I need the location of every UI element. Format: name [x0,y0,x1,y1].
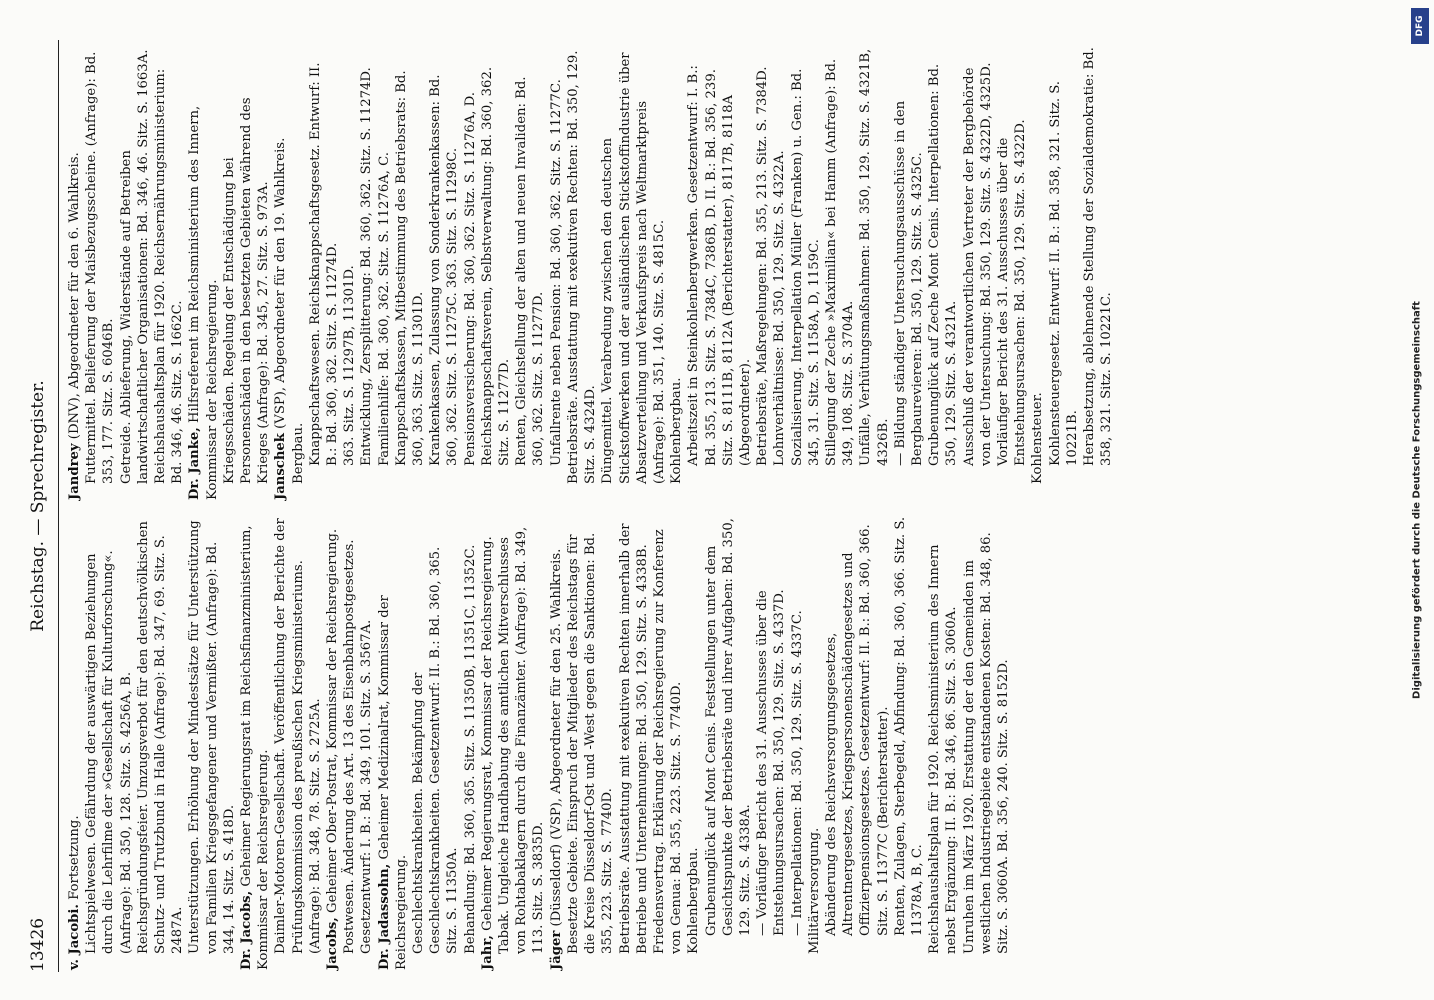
subtopic-line: Renten, Zulagen, Sterbegeld, Abfindung: Bd. 360, 366. Sitz. S. 11378A, B, C. [892,516,925,936]
subject-line: Futtermittel. Belieferung der Maisbezugsscheine. (Anfrage): Bd. 353, 177. Sitz. S. 6046B. [84,51,117,484]
side-credit-text: Digitalisierung gefördert durch die Deutsche Forschungsgemeinschaft [1411,301,1423,699]
register-entry [238,515,272,970]
subtopic-line: Herabsetzung, ablehnende Stellung der Sozialdemokratie: Bd. 358, 321. Sitz. S. 10221C. [1081,47,1115,466]
subject-line: Unterstützungen. Erhöhung der Mindestsätze für Unterstützung von Familien Kriegsgefangener und Vermißter. (Anfrage): Bd. 344, 14. Sitz. S. 418D. [187,520,237,954]
entry-description: (Düsseldorf) (VSP), Abgeordneter für den 25. Wahlkreis. [548,548,564,931]
subject-line: Lichtspielwesen. Gefährdung der auswärtigen Beziehungen durch die Lehrfilme der »Gesellschaft für Kulturforschung«. (Anfrage): Bd. 350, 128. Sitz. S. 4256A, B. [84,550,134,954]
subject-line: Kohlenbergbau. [669,377,685,484]
register-entry [66,45,83,500]
subject-line: Postwesen. Änderung des Art. 13 des Eisenbahnpostgesetzes. Gesetzentwurf: I. B.: Bd. 349, 101. Sitz. S. 3567A. [342,539,375,954]
entry-description: (DNV), Abgeordneter für den 6. Wahlkreis. [67,152,82,444]
subtopic-line: — Interpellationen: Bd. 350, 129. Sitz. S. 4337C. [789,610,805,936]
subtopic-line: 363. Sitz. S. 11297B, 11301D. [342,265,358,466]
entry-description: Hilfsreferent im Reichsministerium des Innern, Kommissar der Reichsregierung. [187,105,220,500]
subject-line: Kohlensteuer. [1030,392,1046,484]
entry-name: Jandrey [67,443,82,500]
subtopic-line: Grubenunglück auf Zeche Mont Cenis. Interpellationen: Bd. 350, 129. Sitz. S. 4321A. [927,63,960,466]
register-entry [66,515,83,970]
subtopic-line: Vorläufiger Bericht des 31. Ausschusses über die Entstehungsursachen: Bd. 350, 129. Sitz. S. 4322D. [995,119,1029,466]
subject-line: Betriebsräte. Ausstattung mit exekutiven Rechten innerhalb der Betriebe und Unternehmungen: Bd. 350, 129. Sitz. S. 4338B. [617,523,650,954]
subtopic-line: Pensionsversicherung: Bd. 360, 362. Sitz. S. 11276A, D. Reichsknappschaftsverein, Selbstverwaltung: Bd. 360, 362. Sitz. S. 11277D. [462,66,513,466]
dfg-logo-text: DFG [1415,15,1425,37]
subject-line: Reichsgründungsfeier. Umzugsverbot für den deutschvölkischen Schutz- und Trutzbund in Halle (Anfrage): Bd. 347, 69. Sitz. S. 2487A. [135,521,186,954]
subject-line: Behandlung: Bd. 360, 365. Sitz. S. 11350B, 11351C, 11352C. [462,544,478,954]
subtopic-line: Knappschaftskassen, Mitbestimmung des Betriebsrats: Bd. 360, 363. Sitz. S. 11301D. [393,70,427,466]
subject-line: Kohlenbergbau. [686,847,702,954]
register-entry [376,515,410,970]
subtopic-line: Unfallrente neben Pension: Bd. 360, 362. Sitz. S. 11277C. [548,79,564,466]
register-entry [479,515,496,970]
subject-line: Kriegsschäden. Regelung der Entschädigung bei Personenschäden in den besetzten Gebieten während des Krieges (Anfrage): Bd. 345, 27. Sitz. S. 973A. [221,97,272,484]
subject-line: Besetzte Gebiete. Einspruch der Mitglieder des Reichstags für die Kreise Düsseldorf-Ost und -West gegen die Sanktionen: Bd. 355, 223. Sitz. S. 7740D. [565,532,616,954]
page-header [26,40,52,972]
entry-description: Geheimer Regierungsrat, Kommissar der Reichsregierung. [479,536,495,936]
entry-description: Fortsetzung. [67,815,82,905]
subject-line: Düngemittel. Verabredung zwischen den deutschen Stickstoffwerken und der ausländischen Stickstoffindustrie über Absatzverteilung und Verkaufspreis nach Weltmarktpreis (Anfrage): Bd. 351, 140. Sitz. S. 4815C. [600,52,667,484]
right-column [66,45,1115,500]
register-entry [548,515,565,970]
side-credit [1404,0,1430,1000]
subject-line: Geschlechtskrankheiten. Bekämpfung der Geschlechtskrankheiten. Gesetzentwurf: II. B.: Bd. 360, 365. Sitz. S. 11350A. [411,546,461,954]
header-rule [58,40,59,972]
subject-line: Getreide. Ablieferung, Widerstände auf Betreiben landwirtschaftlicher Organisationen: Bd. 346, 46. Sitz. S. 1663A. [118,49,151,484]
subtopic-line: Krankenkassen, Zulassung von Sonderkrankenkassen: Bd. 360, 362. Sitz. S. 11275C. 363. Sitz. S. 11298C. [428,74,461,466]
entry-description: Geheimer Ober-Postrat, Kommissar der Reichsregierung. [325,528,341,918]
entry-name: Janschek [273,433,289,500]
dfg-logo [1411,8,1429,44]
register-entry [272,45,289,500]
page-number: 13426 [28,917,48,972]
subtopic-line: Unfälle, Verhütungsmaßnahmen: Bd. 350, 129. Sitz. S. 4321B, 4326B. [858,48,891,466]
subtopic-line: Entwicklung, Zersplitterung: Bd. 360, 362. Sitz. S. 11274D. [359,67,375,466]
subject-line: Tabak. Ungleiche Handhabung des amtlichen Mitverschlusses von Rohtabaklagern durch die Finanzämter. (Anfrage): Bd. 349, 113. Sitz. S. 3835D. [497,526,547,954]
register-entry [324,515,341,970]
entry-description: (VSP), Abgeordneter für den 19. Wahlkreis. [273,137,289,434]
entry-name: v. Jacobi. [67,904,82,970]
subtopic-line: — Bildung ständiger Untersuchungsausschüsse in den Bergbaurevieren: Bd. 350, 129. Sitz. S. 4325C. [892,100,925,466]
entry-name: Dr. Janke, [187,427,203,500]
subject-line: Betriebsräte. Ausstattung mit exekutiven Rechten: Bd. 350, 129. Sitz. S. 4324D. [565,50,599,484]
subtopic-line: — Vorläufiger Bericht des 31. Ausschusses über die Entstehungsursachen: Bd. 350, 129. Sitz. S. 4337D. [755,589,788,936]
subject-line: Reichshaushaltsplan für 1920. Reichsministerium des Innern nebst Ergänzung: II. B.: Bd. 346, 86. Sitz. S. 3060A. [927,544,960,954]
entry-description: Geheimer Medizinalrat, Kommissar der Reichsregierung. [376,595,409,970]
register-entry [186,45,220,500]
subtopic-line: Kohlensteuergesetz. Entwurf: II. B.: Bd. 358, 321. Sitz. S. 10221B. [1047,81,1080,466]
entry-name: Jacobs, [325,917,341,970]
subtopic-line: Abänderung des Reichsversorgungsgesetzes, Altrentnergesetzes, Kriegspersonenschädengesetzes und Offizierpensionsgesetzes. Gesetzentwurf: II. B.: Bd. 360, 366. Sitz. S. 11377C (Berichterstatter). [823,524,891,936]
entry-name: Dr. Jadassohn, [376,863,392,970]
entry-name: Jäger [548,930,564,970]
subtopic-line: Arbeitszeit in Steinkohlenbergwerken. Gesetzentwurf: I. B.: Bd. 355, 213. Sitz. S. 7384C, 7386B, D. II. B.: Bd. 356, 239. Sitz. S. 8111B, 8112A (Berichterstatter), 8117B, 8118A (Abgeordneter). [686,65,753,466]
subtopic-line: Sozialisierung. Interpellation Müller (Franken) u. Gen.: Bd. 345, 31. Sitz. S. 1158A, D, 1159C. [789,68,822,466]
subtopic-line: Stillegung der Zeche »Maximilian« bei Hamm (Anfrage): Bd. 349, 108. Sitz. S. 3704A. [823,58,857,466]
subject-line: Friedensvertrag. Erklärung der Reichsregierung zur Konferenz von Genua: Bd. 355, 223. Sitz. S. 7740D. [651,529,685,954]
subtopic-line: Familienhilfe: Bd. 360, 362. Sitz. S. 11276A, C. [376,152,392,466]
entry-name: Dr. Jacobs, [239,890,255,970]
subtopic-line: Grubenunglück auf Mont Cenis. Feststellungen unter dem Gesichtspunkte der Betriebsräte und ihrer Aufgaben: Bd. 350, 129. Sitz. S. 4338A. [703,518,753,936]
subtopic-line: Knappschaftswesen. Reichsknappschaftsgesetz. Entwurf: II. B.: Bd. 360, 362. Sitz. S. 11274D. [307,62,341,466]
subtopic-line: Lohnverhältnisse: Bd. 350, 129. Sitz. S. 4322A. [772,150,788,466]
subject-line: Reichshaushaltsplan für 1920. Reichsernährungsministerium: Bd. 346, 46. Sitz. S. 1662C. [153,68,186,484]
subject-line: Unruhen im März 1920. Erstattung der den Gemeinden im westlichen Industriegebiete entstandenen Kosten: Bd. 348, 86. Sitz. S. 3060A. Bd. 356, 240. Sitz. S. 8152D. [961,532,1011,954]
header-title: Reichstag. — Sprechregister. [28,380,48,632]
subtopic-line: Renten, Gleichstellung der alten und neuen Invaliden: Bd. 360, 362. Sitz. S. 11277D. [514,76,547,466]
subject-line: Daimler-Motoren-Gesellschaft. Veröffentlichung der Berichte der Prüfungskommission des preußischen Kriegsministeriums. (Anfrage): Bd. 348, 78. Sitz. S. 2725A. [273,518,323,954]
subtopic-line: Ausschluß der verantwortlichen Vertreter der Bergbehörde von der Untersuchung: Bd. 350, 129. Sitz. S. 4322D, 4325D. [961,62,994,466]
left-column [66,515,1012,970]
subject-line: Bergbau. [290,422,306,484]
subject-line: Militärversorgung. [806,827,822,954]
entry-description: Geheimer Regierungsrat im Reichsfinanzministerium, Kommissar der Reichsregierung. [239,525,272,970]
entry-name: Jahr, [479,935,495,970]
subtopic-line: Betriebsräte, Maßregelungen: Bd. 355, 213. Sitz. S. 7384D. [755,66,771,466]
